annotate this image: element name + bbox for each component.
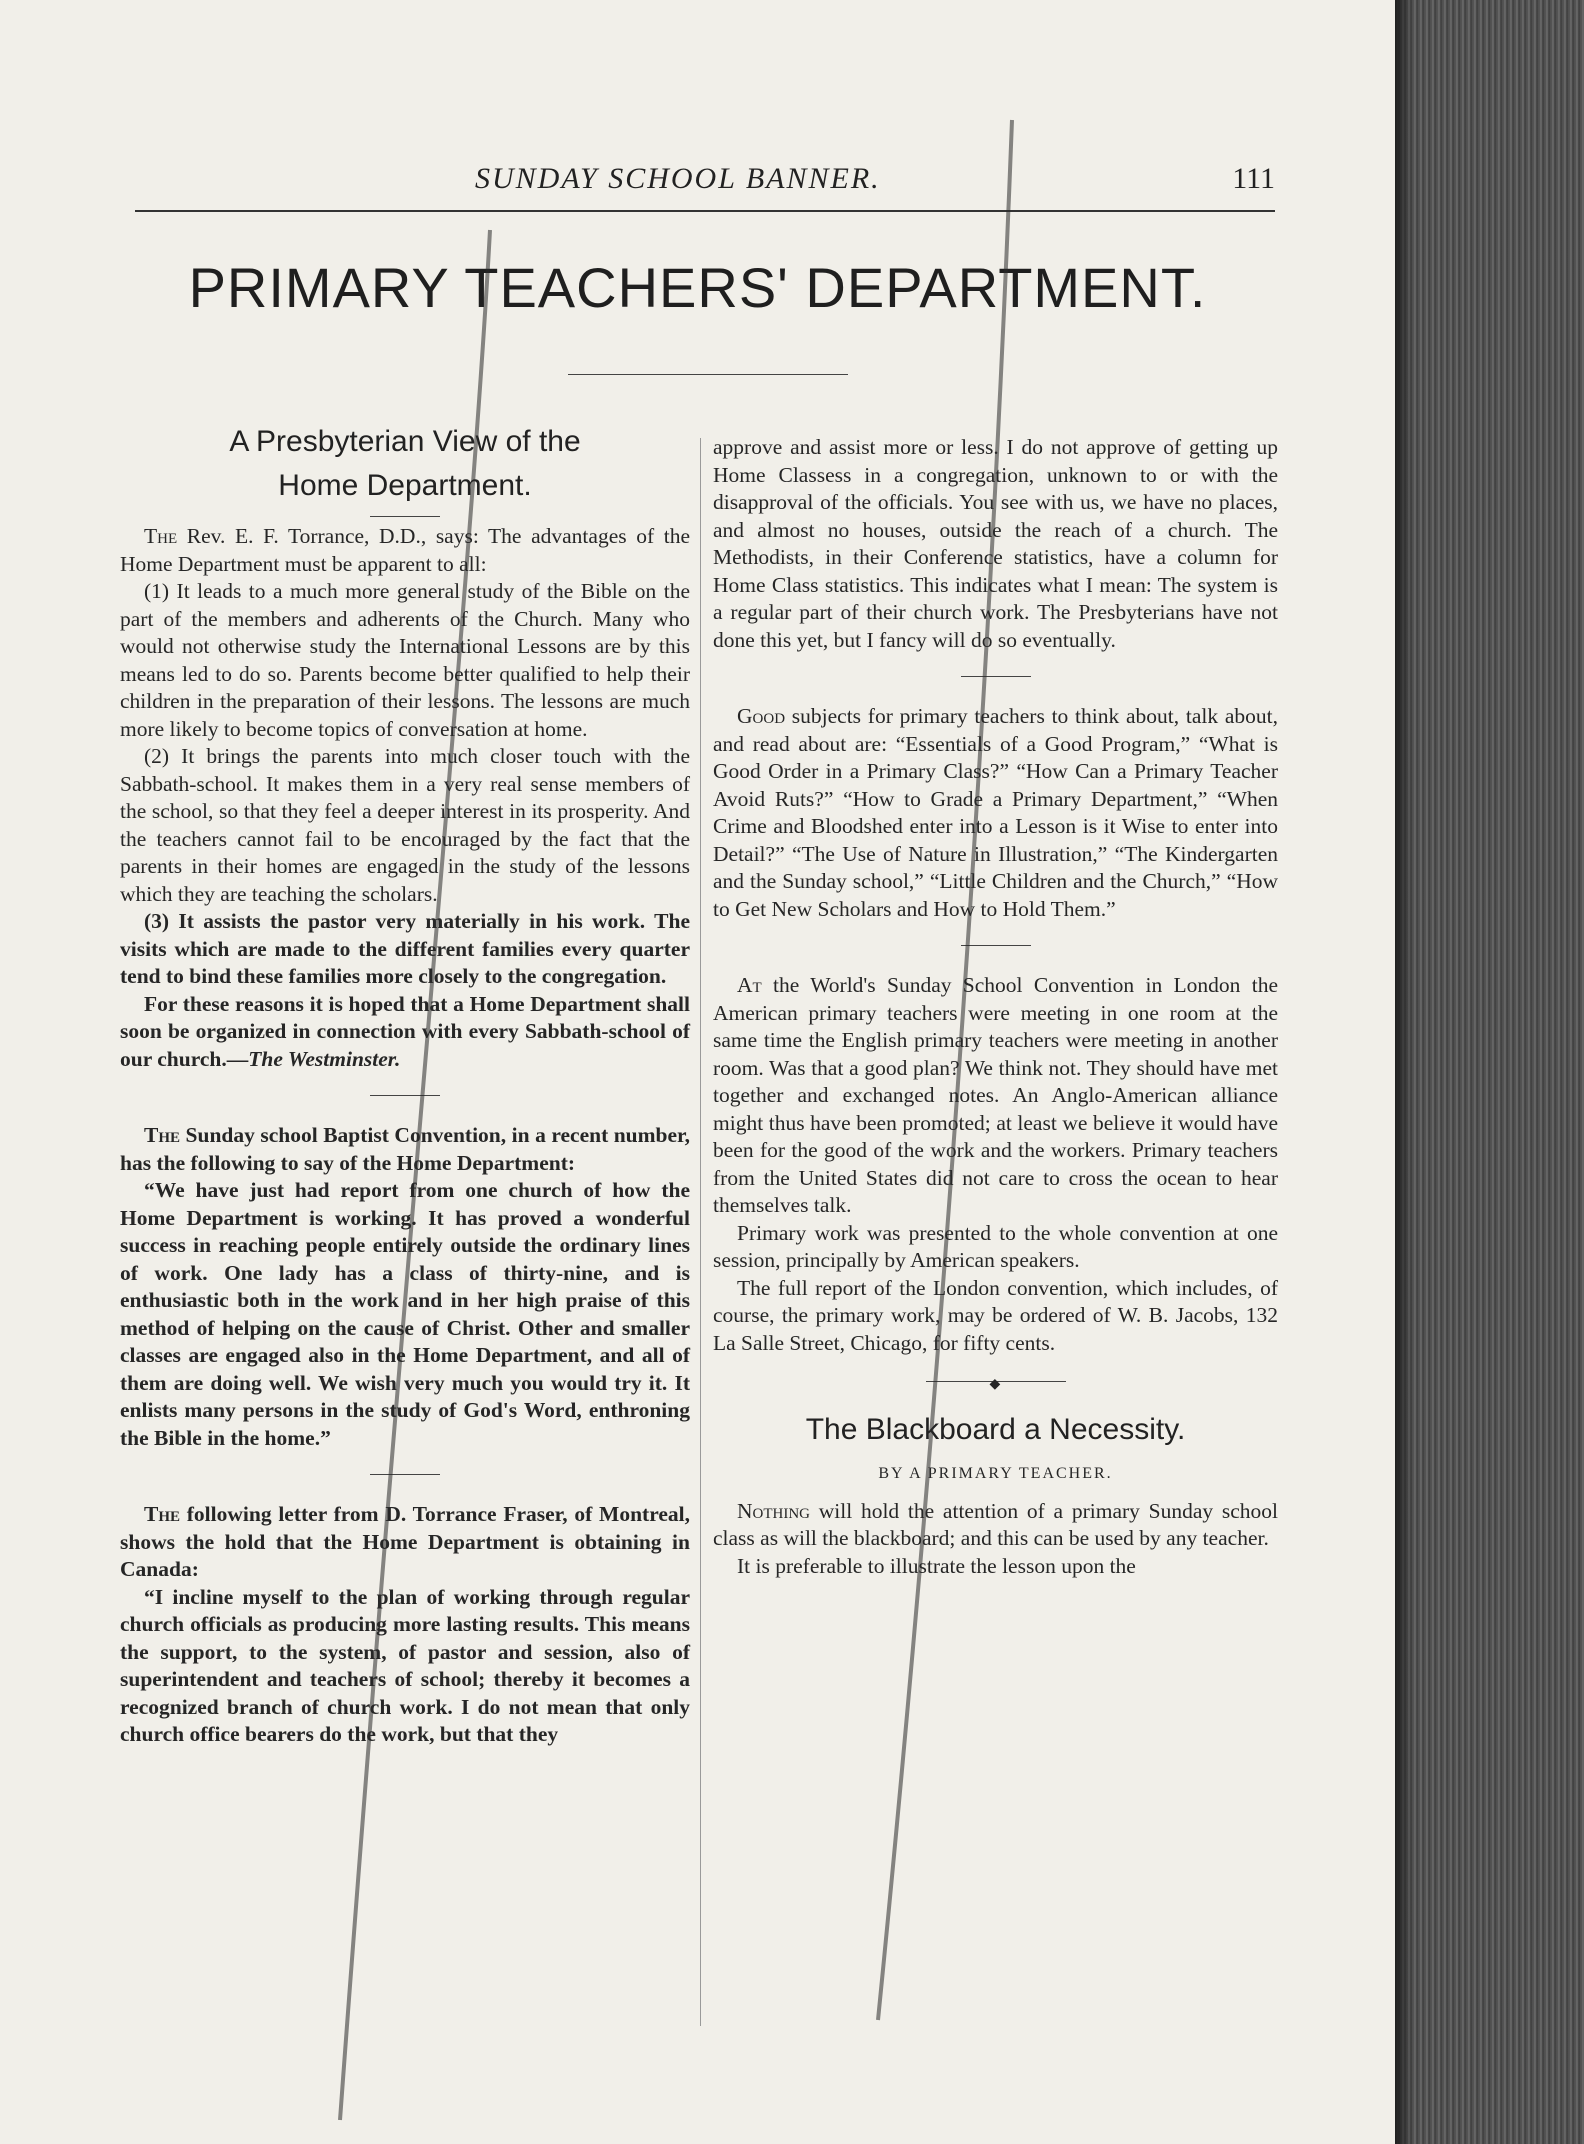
paragraph: approve and assist more or less. I do not approve of getting up Home Classess in a congregation, unknown to or with the disapproval of the officials. You see with us, we have no places, and almost no houses, outside the reach of a church. The Methodists, in their Conference statistics, have a column for Home Class statistics. This indicates what I mean: The system is a regular part of their church work. The Presbyterians have not done this yet, but I fancy will do so eventually. [713,435,1278,652]
paragraph: (1) It leads to a much more general study of the Bible on the part of the members and adherents of the Church. Many who would not otherwise study the International Lessons are by this means led to do so. Parents become better qualified to help their children in the preparation of their lessons. The lessons are much more likely to become topics of conversation at home. [120,579,690,741]
paragraph-text: Rev. E. F. Torrance, D.D., says: The advantages of the Home Department must be apparent to all: [120,524,691,576]
paragraph: “I incline myself to the plan of working through regular church officials as producing more lasting results. This means the support, to the system, of pastor and session, also of superintendent and teachers of school; thereby it becomes a recognized branch of church work. I do not mean that only church office bearers do the work, but that they [120,1584,690,1746]
paragraph [120,1122,690,1177]
paragraph: (2) It brings the parents into much closer touch with the Sabbath-school. It makes them in a very real sense members of the school, so that they feel a deeper interest in its prosperity. And the teachers cannot fail to be encouraged by the fact that the parents in their homes are engaged in the study of the lessons which they are teaching the scholars. [120,744,690,906]
lead-word: The [144,1123,181,1147]
section-separator [370,1095,440,1096]
lead-word: At [737,973,762,997]
paragraph: It is preferable to illustrate the lesson upon the [737,1553,1136,1578]
running-title: SUNDAY SCHOOL BANNER. [475,162,881,195]
paragraph: The full report of the London convention, which includes, of course, the primary work, may be ordered of W. B. Jacobs, 132 La Salle Street, Chicago, for fifty cents. [713,1275,1278,1355]
section-separator [370,1474,440,1475]
paragraph-text: will hold the attention of a primary Sunday school class as will the blackboard; and this can be used by any teacher. [713,1498,1279,1550]
article-title-rule [370,516,440,517]
title-divider [568,374,848,375]
paragraph-text: subjects for primary teachers to think about, talk about, and read about are: “Essentials of a Good Program,” “What is Good Order in a Primary Class?” “How Can a Primary Teacher Avoid Ruts?” “How to Grade a Primary Department,” “When Crime and Bloodshed enter into a Lesson is it Wise to enter into Detail?” “The Use of Nature in Illustration,” “The Kindergarten and the Sunday school,” “Little Children and the Church,” “How to Get New Scholars and How to Hold Them.” [713,704,1278,921]
paragraph-text: the World's Sunday School Convention in London the American primary teachers were meeting in one room at the same time the English primary teachers were meeting in another room. Was that a good plan? We think not. They should have met together and exchanged notes. An Anglo-American alliance might thus have been promoted; at least we believe it would have been for the good of the work and the workers. Primary teachers from the United States did not care to cross the ocean to hear themselves talk. [713,973,1279,1217]
lead-word: Nothing [737,1498,811,1523]
article-byline: BY A PRIMARY TEACHER. [878,1465,1113,1482]
ornamental-separator [926,1377,1066,1392]
page-title: PRIMARY TEACHERS' DEPARTMENT. [188,256,1207,319]
paragraph [713,972,1278,1220]
book-page-edges [1395,0,1584,2144]
paragraph: Primary work was presented to the whole convention at one session, principally by American speakers. [713,1220,1278,1272]
article-title-line-2: Home Department. [278,469,532,502]
paragraph [713,703,1278,923]
right-column [713,434,1278,1580]
paragraph: “We have just had report from one church of how the Home Department is working. It has proved a wonderful success in reaching people entirely outside the ordinary lines of work. One lady has a class of thirty-nine, and is enthusiastic both in the work and in her high praise of this method of helping on the cause of Christ. Other and smaller classes are engaged also in the Home Department, and all of them are doing well. We wish very much you would try it. It enlists many persons in the study of God's Word, enthroning the Bible in the home.” [120,1178,690,1450]
paragraph-text: For these reasons it is hoped that a Home Department shall soon be organized in connection with every Sabbath-school of our church.— [120,991,690,1071]
running-header [135,160,1275,212]
article-title-line-1: A Presbyterian View of the [229,425,581,458]
section-separator [961,676,1031,677]
column-divider [700,438,701,2026]
paragraph: (3) It assists the pastor very materially in his work. The visits which are made to the different families every quarter tend to bind these families more closely to the congregation. [120,909,690,988]
edge-shadow [1395,0,1413,2144]
paragraph [120,523,690,578]
paragraph [120,991,690,1074]
source-citation: The Westminster. [248,1046,401,1071]
paragraph-text: Sunday school Baptist Convention, in a recent number, has the following to say of the Home Department: [120,1123,690,1175]
left-column [120,420,690,1749]
page-number: 111 [1232,162,1275,195]
paragraph [713,1498,1278,1553]
lead-word: The [144,1502,181,1526]
paragraph-text: following letter from D. Torrance Fraser, of Montreal, shows the hold that the Home Department is obtaining in Canada: [120,1502,690,1581]
section-separator [961,945,1031,946]
diamond-ornament-icon: ◆ [989,1377,1001,1392]
article-title: The Blackboard a Necessity. [805,1413,1186,1446]
paragraph [120,1501,690,1584]
lead-word: The [144,524,178,548]
lead-word: Good [737,704,786,728]
